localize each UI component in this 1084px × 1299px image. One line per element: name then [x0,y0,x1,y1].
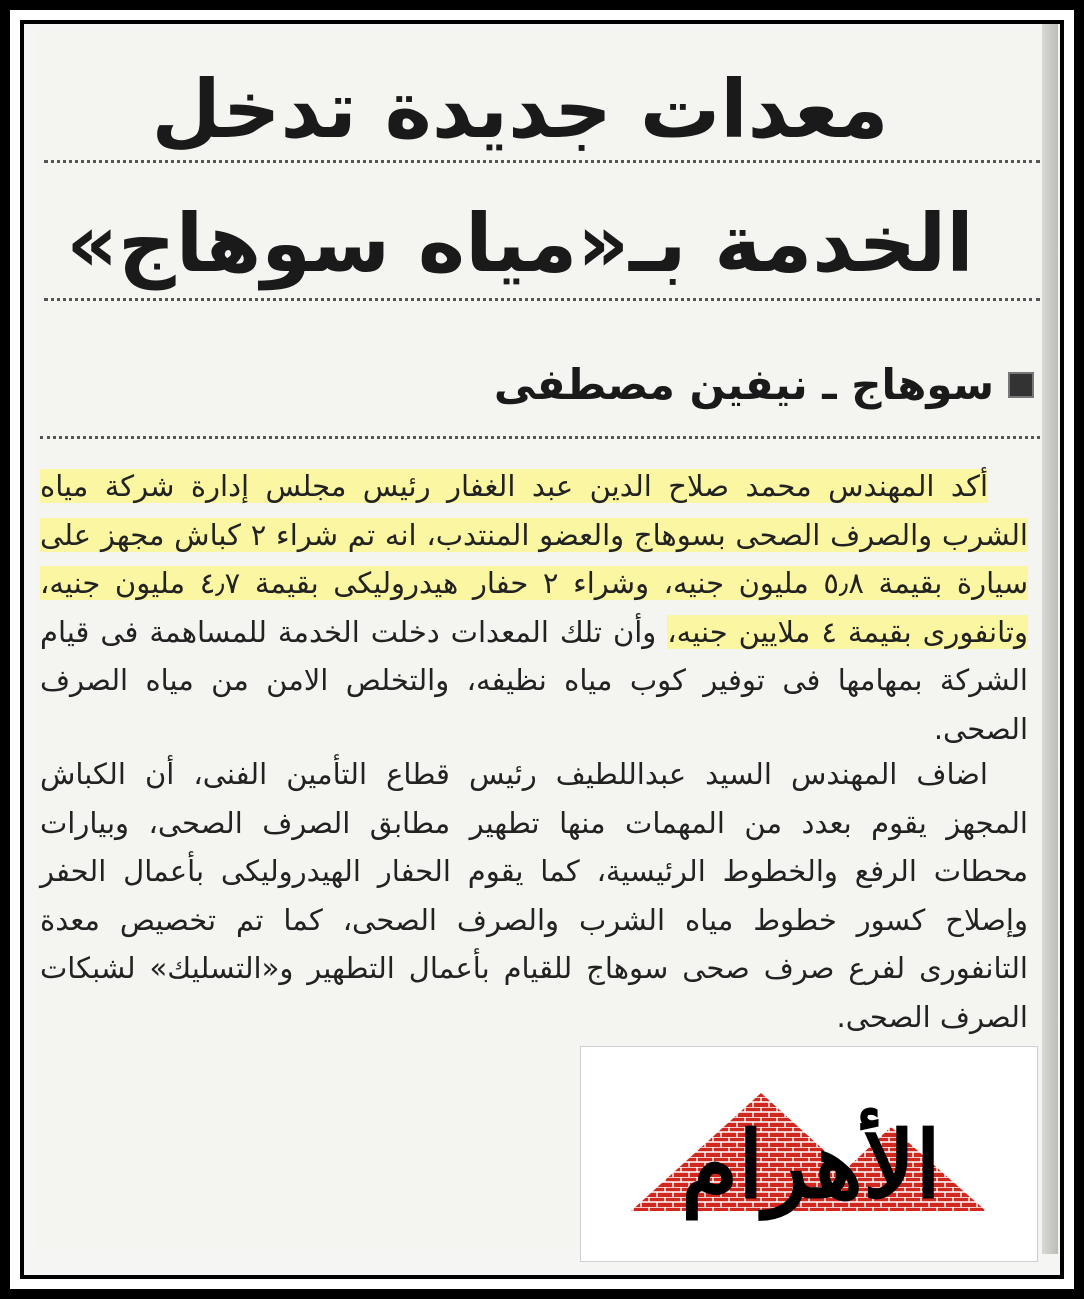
headline-divider-1 [44,160,1040,163]
headline-divider-2 [44,298,1040,301]
headline-line-2: الخدمة بـ«مياه سوهاج» [66,197,974,290]
article-paragraph-2 [40,750,1028,1041]
paragraph-2-text: اضاف المهندس السيد عبداللطيف رئيس قطاع التأمين الفنى، أن الكباش المجهز يقوم بعدد من المهمات منها تطهير مطابق الصرف الصحى، وبيارات محطات الرفع والخطوط الرئيسية، كما يقوم الحفار الهيدروليكى بأعمال الحفر وإصلاح كسور خطوط مياه الشرب والصرف الصحى، كما تم تخصيص معدة التانفورى لفرع صرف صحى سوهاج للقيام بأعمال التطهير و«التسليك» لشبكات الصرف الصحى. [40,757,1028,1034]
highlighted-text: أكد المهندس محمد صلاح الدين عبد الغفار رئيس مجلس إدارة شركة مياه الشرب والصرف الصحى بسوهاج والعضو المنتدب، انه تم شراء ٢ كباش مجهز على سيارة بقيمة ٥٫٨ مليون جنيه، وشراء ٢ حفار هيدروليكى بقيمة ٤٫٧ مليون جنيه، وتانفورى بقيمة ٤ ملايين جنيه، [40,469,1029,649]
article-paragraph-1 [40,462,1028,753]
clipping-edge-shadow [1042,24,1058,1254]
paragraph-1-rest: وأن تلك المعدات دخلت الخدمة للمساهمة فى قيام الشركة بمهامها فى توفير كوب مياه نظيفه، والتخلص الامن من مياه الصرف الصحى. [40,614,1028,746]
byline [494,360,1034,409]
headline-line-1: معدات جديدة تدخل [151,63,889,156]
pyramids-logo-icon [581,1047,1037,1261]
byline-text: سوهاج ـ نيفين مصطفى [493,360,994,409]
byline-divider [40,436,1040,439]
al-ahram-logo [580,1046,1038,1262]
bullet-square-icon [1008,372,1034,398]
logo-text: الأهرام [681,1111,941,1219]
